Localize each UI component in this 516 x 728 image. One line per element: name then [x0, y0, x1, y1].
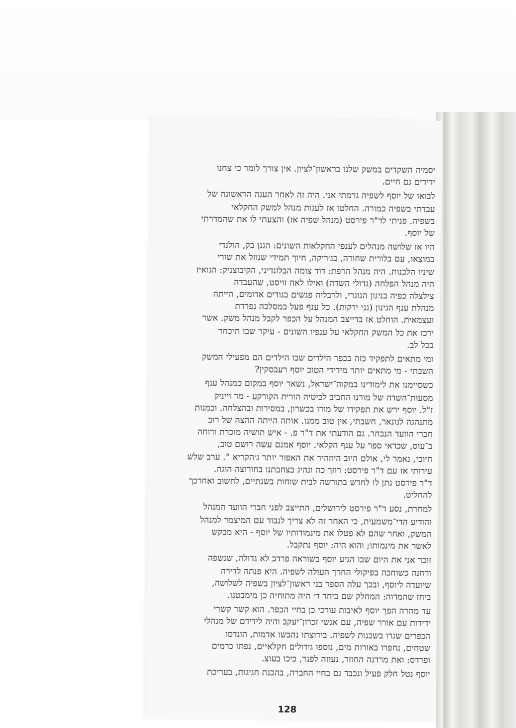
- text-line: שטחים, נחפרו באורות מים, נוספו גידולים חקלאיים, נפתו כרמים: [211, 641, 431, 654]
- text-line: ב־עוס, שכדאי ספר על ענף הקלאי. יוסף אמנם עשה רושם טוב,: [217, 440, 433, 453]
- text-line: יסמיה השקדים במשק שלנו בראשון־לציון. אין צורך לומר כי צחנו: [216, 163, 436, 176]
- text-line: למחרת, נסע ד"ר פירסט לירושלים, התייצב לפני חברי הוועד המנהל: [203, 503, 432, 516]
- text-line: לבואו של יוסף לשפיה גרמתי אני. היה זה לאחר העגה הראשונה של: [207, 189, 436, 203]
- text-line: ירכז את כל המשק החקלאי על ענפיו השונים - עיקר שבו תיכחר: [218, 326, 434, 339]
- paragraph: [159, 162, 435, 189]
- text-line: לאשר את מינמותו; והוא היה: יוסף נתקבל.: [286, 540, 432, 553]
- text-line: ד"ר פירסט נתן לו לחדש בתורשה לבית שוחות בשנתיים, לחשוב ואחרכך: [188, 476, 433, 490]
- paragraph: [157, 351, 433, 378]
- text-line: של יוסף.: [404, 228, 435, 239]
- text-line: להחליט.: [403, 490, 433, 502]
- text-line: חברי הוועד הנבחר. גם הודעתי את ד"ר פ. - איש תושיה מוכרת ורוחה: [197, 427, 433, 441]
- text-line: ופרדס: ואת מרדגה החוזר, נעוזה לפנר, כיכו בעוצ.: [261, 654, 431, 666]
- text-line: בכל לב.: [406, 340, 434, 351]
- text-line: ביחז שהמדוה: המחלק שם ביחד ד׳ היה מתוחיה כן מימבטנו.: [227, 590, 432, 603]
- text-line: והודיע הדי־משמעית, כי האחר זה לא צריך לנבוד עם המיצמר למנהל: [199, 515, 432, 528]
- text-line: שיועדה ליוסף, ובכך עלה הספר בני ראשון־לציון בשפיה לשלושה,: [211, 578, 432, 591]
- text-line: המשק, ואחר שהם לא פטלו את מינמודותיו של יוסף - היא מבקש: [211, 527, 432, 540]
- text-line: ומי מתאים לתפקיד כזה בכפר הילדים שבו הילדים הם מפעילי המשק: [201, 352, 434, 366]
- text-line: ועצמאית. הוחלט אז בדייצב המנהל על הכפר לקבל מנהל משק. אשר: [202, 313, 434, 327]
- paragraph: [154, 666, 430, 681]
- text-line: יוסף נטל חלק פעיל ונכבד גם בחיי החברה, בהכנת חגיגות, בעריכת: [206, 667, 431, 681]
- paragraph: [158, 239, 435, 352]
- text-line: מתנהגה לנונאר, חשבתי, אין טוב ממנו. אותה הייתה ההצה של רוב: [208, 415, 433, 429]
- text-line: מנהלת ענף הגינון (גני ירקות). כל ענף פעל במסלכה נפרדת: [234, 302, 435, 315]
- paragraph: [155, 552, 431, 604]
- text-line: השבתי - מי מתאים יותר מידידי הטוב יוסף רעבסקין?: [254, 365, 434, 378]
- text-line: חיובי, נאמר לי, אולם היוב היוזהיר את האפור יותר ג׳הקריא ". ערב שלש: [187, 452, 433, 465]
- book-fore-edge: [436, 112, 516, 728]
- text-line: ז"ל. יוסף ירש את תפקידו של מורו בכשרון, במסירות ובהצלחה. וכמנות: [194, 403, 434, 416]
- paragraph: [154, 603, 431, 667]
- scan-background: [0, 0, 516, 120]
- paragraph: [159, 188, 435, 240]
- paragraph: [155, 502, 431, 554]
- text-line: מסעות־השדה של מורנו החביב לביטיה הורית הקורקע - מר וייניק: [214, 391, 434, 404]
- text-line: כשסיימנו את לימודינו במקוה־ישראל, נשאר יוסף במקום כמנהל ענף: [204, 379, 434, 392]
- book-page: [146, 118, 442, 721]
- text-line: היו אז שלושה מנהלים לענפי החקלאות השונים: הגנן בק, הולנדי: [218, 240, 435, 254]
- text-line: עירותי אז עם ד"ר פירסט: רוזך כה ונהיג בצחבתנו בחורוצה הוגה.: [213, 464, 433, 477]
- text-line: עד מהרה הפך יוסף לאיבות עורכי כן בחיי הכפר. הוא קשר קשרי: [213, 604, 431, 618]
- text-line: היה מנהל הפלחה (גדולי השדה) ואילו לאה זויסט, שהעבדה: [233, 277, 435, 290]
- page-number: 128: [277, 705, 297, 716]
- text-line: זוכר אני את היום שבו הגיע יוסף בשוראה פרדב לא גדולה, שנשפה: [207, 553, 432, 567]
- text-line: ידידים גם חיים.: [382, 177, 436, 189]
- text-line: במוצאו, עם בלורית שחורה, בג׳ריקה, חיוך תמידי שנוזל את שורי: [217, 253, 435, 266]
- paragraph: [156, 378, 433, 503]
- text-line: בשפיה. פניתי לד"ר פירסט (מנהל שפיה אז) והצעתי לו את שהמדרתי: [201, 214, 435, 227]
- text-line: שיניו הלבנות. היה מנהל הרפת: דוד צומה הבלונדיני, הקיבוצניק: הגואיז: [196, 265, 435, 278]
- text-line: עבדתי בשפיה כמורה. החלטו אז לעגות מנהל למשק החקלאי: [231, 202, 436, 215]
- page-body-text: [154, 162, 435, 683]
- text-line: צילצלה כפיה בניגון הגוגרי, ולרבליה פגשים בגודים אדומים, הייתה: [213, 289, 435, 302]
- text-line: הכפרים שגרו בשכנות לשפיה. בירוצתו נהבשו אדמות, הונדסו: [225, 629, 431, 642]
- text-line: ידידות עם אורר שפיה, עם אנשי זכרון־יעקב והיה לידידם של מנהלי: [204, 616, 431, 630]
- text-line: ורחנה כשוחכה בפיקולי החרך העולה לשפיה. היא פנתה לדירה: [220, 566, 432, 579]
